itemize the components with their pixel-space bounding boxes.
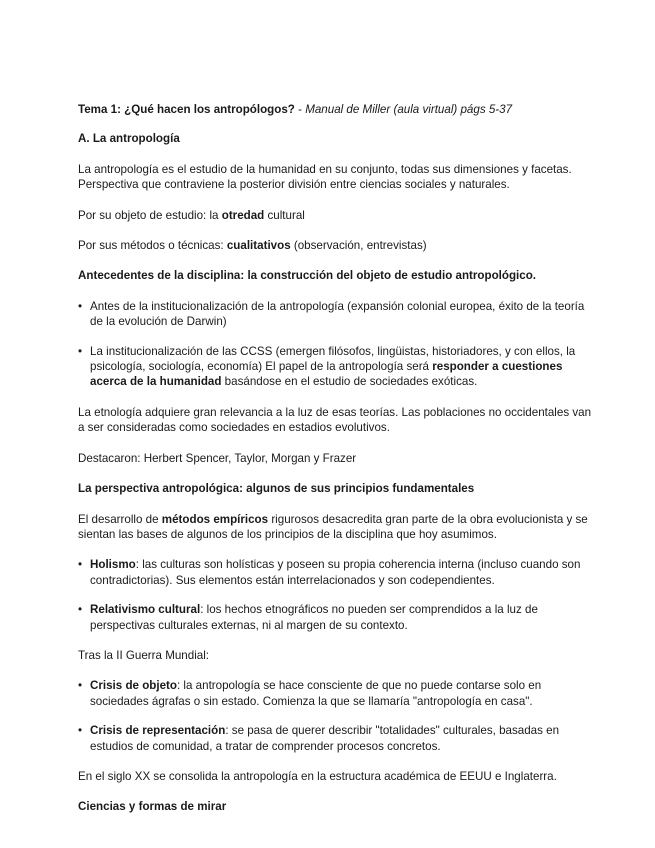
paragraph-metodos: Por sus métodos o técnicas: cualitativos (observación, entrevistas) xyxy=(78,239,427,253)
paragraph-guerra: Tras la II Guerra Mundial: xyxy=(78,648,210,662)
list-item: • Antes de la institucionalización de la antropología (expansión colonial europea, éxito de la teoría de la evolución de Darwin) xyxy=(78,299,585,329)
paragraph-siglo-xx: En el siglo XX se consolida la antropología en la estructura académica de EEUU e Inglaterra. xyxy=(78,769,557,783)
title-separator: - xyxy=(294,103,306,116)
bold-term-metodos-empiricos: métodos empíricos xyxy=(161,512,269,526)
title-reference: Manual de Miller (aula virtual) págs 5-37 xyxy=(305,103,513,116)
bullet-icon: • xyxy=(78,344,83,358)
list-item: • Relativismo cultural: los hechos etnográficos no pueden ser comprendidos a la luz de perspectivas culturales externas, ni al margen de su contexto. xyxy=(78,603,538,632)
bold-term-cualitativos: cualitativos xyxy=(226,239,291,253)
paragraph-definition: La antropología es el estudio de la humanidad en su conjunto, todas sus dimensiones y facetas. Perspectiva que contraviene la posterior división entre ciencias sociales y naturales. xyxy=(78,162,572,192)
section-heading-ciencias: Ciencias y formas de mirar xyxy=(78,800,227,814)
paragraph-metodos-empiricos: El desarrollo de métodos empíricos rigurosos desacredita gran parte de la obra evolucionista y se sientan las bases de algunos de los principios de la disciplina que hoy asumimos. xyxy=(78,512,588,541)
list-item: • Holismo: las culturas son holísticas y poseen su propia coherencia interna (incluso cuando son contradictorias). Sus elementos están interrelacionados y son codependientes. xyxy=(78,558,581,587)
bullet-list-crisis xyxy=(78,678,595,754)
list-item: • Crisis de objeto: la antropología se hace consciente de que no puede contarse solo en sociedades ágrafas o sin estado. Comienza la que se llamaría "antropología en casa". xyxy=(78,679,542,708)
bullet-icon: • xyxy=(78,679,83,693)
document-title xyxy=(78,102,595,117)
bold-term-crisis-representacion: Crisis de representación xyxy=(90,724,226,738)
list-item: • La institucionalización de las CCSS (emergen filósofos, lingüistas, historiadores, y con ellos, la psicología, sociología, economía) El papel de la antropología será responder a cuestiones acerca de la humanidad basándose en el estudio de sociedades exóticas. xyxy=(78,344,576,389)
section-heading-a: A. La antropología xyxy=(78,132,180,146)
bold-term-relativismo: Relativismo cultural xyxy=(90,603,201,617)
paragraph-etnologia: La etnología adquiere gran relevancia a la luz de esas teorías. Las poblaciones no occidentales van a ser consideradas como sociedades en estadios evolutivos. xyxy=(78,405,592,435)
section-heading-antecedentes: Antecedentes de la disciplina: la construcción del objeto de estudio antropológico. xyxy=(78,269,537,283)
bullet-icon: • xyxy=(78,603,83,617)
bullet-list-principios xyxy=(78,557,595,633)
bullet-icon: • xyxy=(78,724,83,738)
bold-phrase: responder a cuestiones acerca de la humanidad xyxy=(90,360,563,389)
bullet-list-antecedentes xyxy=(78,299,595,390)
bold-term-holismo: Holismo xyxy=(90,558,136,572)
bullet-icon: • xyxy=(78,558,83,572)
paragraph-objeto: Por su objeto de estudio: la otredad cultural xyxy=(78,208,305,222)
bold-term-otredad: otredad xyxy=(221,208,265,222)
bold-term-crisis-objeto: Crisis de objeto xyxy=(90,679,177,693)
section-heading-perspectiva: La perspectiva antropológica: algunos de sus principios fundamentales xyxy=(78,482,475,496)
bullet-icon: • xyxy=(78,299,83,313)
paragraph-destacaron: Destacaron: Herbert Spencer, Taylor, Morgan y Frazer xyxy=(78,451,357,465)
title-main: Tema 1: ¿Qué hacen los antropólogos? xyxy=(78,103,295,116)
list-item: • Crisis de representación: se pasa de querer describir "totalidades" culturales, basadas en estudios de comunidad, a tratar de comprender procesos concretos. xyxy=(78,724,560,753)
